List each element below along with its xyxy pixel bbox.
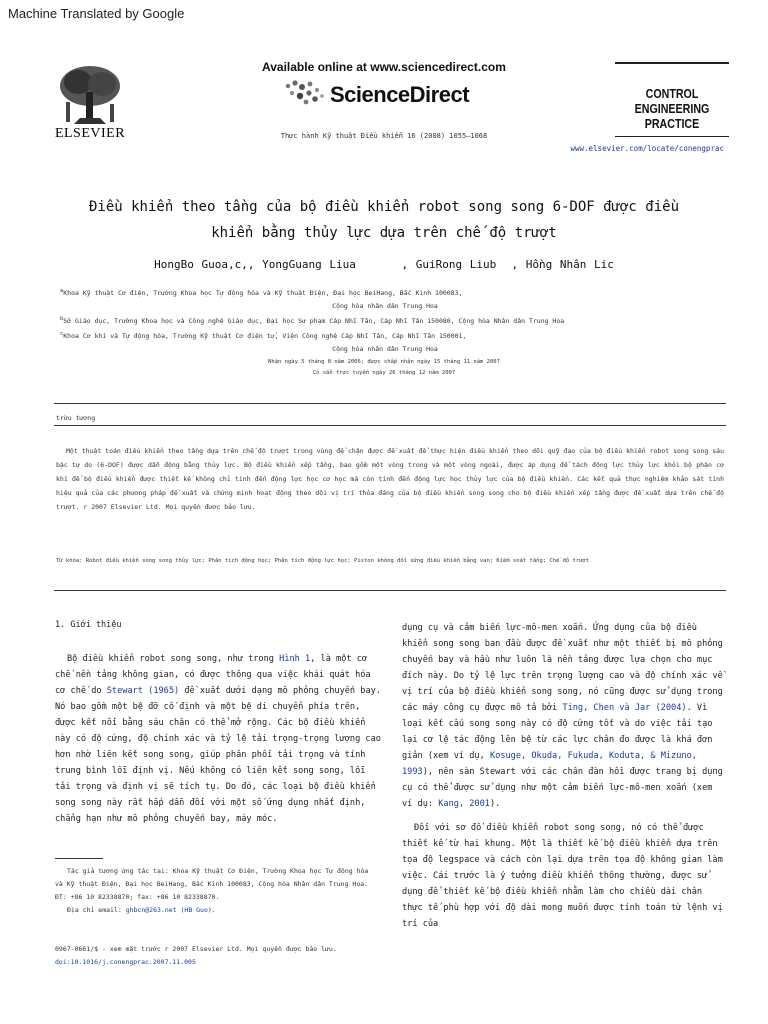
journal-name-line2: PRACTICE xyxy=(644,116,700,131)
affiliation-a-country: Cộng hòa nhân dân Trung Hoa xyxy=(332,302,438,311)
author-email-link[interactable]: ghbcn@263.net (HB Guo). xyxy=(125,906,216,914)
paper-title xyxy=(0,194,768,246)
intro-paragraph-1: Bộ điều khiển robot song song, như trong Hình 1, là một cơ chế nền tảng không gian, có được thông qua việc khái quát hóa cơ chế do Stewart (1965) đề xuất dưới dạng mô phỏng chuyến bay. Nó bao gồm một bệ đỡ cố định và một bệ di chuyển phía trên, được kết nối bằng sáu chân có thể mở rộng. Các bộ điều khiển này có độ cứng, độ chính xác và tỷ lệ tải trọng-trọng lượng cao hơn nhờ liên kết song song, giúp phân phối tải trọng và tính trung bình lỗi định vị. Nếu không có liên kết song song, lỗi tải trọng và định vị sẽ tích tụ. Do đó, các loại bộ điều khiển song song này rất hấp dẫn đối với một số ứng dụng nhất định, chẳng hạn như mô phỏng chuyến bay, máy móc. xyxy=(55,654,381,824)
sciencedirect-dots-icon xyxy=(282,78,326,108)
footnote-phone-fax: ĐT: +86 10 82338870; fax: +86 10 82338870. xyxy=(55,893,220,901)
affiliation-c-country: Cộng hòa nhân dân Trung Hoa xyxy=(332,345,438,354)
journal-bottom-rule xyxy=(615,136,729,137)
journal-url-link[interactable]: www.elsevier.com/locate/conengprac xyxy=(570,144,724,153)
footnote-rule xyxy=(55,858,103,859)
publication-dates xyxy=(0,357,768,379)
keywords: Từ khóa: Robot điều khiển song song thủy lực; Phân tích động học; Phân tích động lực học; Piston không đối xứng điều khiển bằng van; Kiểm soát tầng; Chế độ trượt xyxy=(56,558,590,564)
online-date: Có sẵn trực tuyến ngày 26 tháng 12 năm 2007 xyxy=(312,370,456,376)
abstract-text: Một thuật toán điều khiển theo tầng dựa trên chế độ trượt trong vùng để chặn được đề xuất để thực hiện điều khiển theo dõi quỹ đạo của bộ điều khiển robot song song sáu bậc tự do (6-DOF) được dẫn động bằng thủy lực. Bộ điều khiển xếp tầng, bao gồm một vòng trong và một vòng ngoài, được áp dụng để tách động lực thủy lực khỏi bộ phận cơ khí để bộ điều khiển được thiết kế không chỉ tính đến động lực học cơ học mà còn tính đến động lực học thủy lực của bộ điều khiển. Các kết quả thực nghiệm khảo sát tính hiệu quả của các phương pháp đề xuất và chứng minh hoạt động theo dõi vị trí thỏa đáng của bộ điều khiển song song cho bộ điều khiển xếp tầng được đề xuất dựa trên chế độ trượt. r 2007 Elsevier Ltd. Mọi quyền được bảo lưu. xyxy=(56,447,724,511)
section-title-introduction: 1. Giới thiệu xyxy=(55,620,122,630)
journal-top-rule xyxy=(615,62,729,64)
copyright-block xyxy=(55,943,385,969)
affiliations xyxy=(60,285,710,356)
doi-link[interactable]: doi:10.1016/j.conengprac.2007.11.005 xyxy=(55,958,196,966)
corresponding-author-footnote xyxy=(55,865,375,917)
kang-2001-link[interactable]: Kang, 2001 xyxy=(438,799,490,809)
kosuge-1993-link[interactable]: Kosuge, Okuda, Fukuda, Koduta, & Mizuno, 1993 xyxy=(402,751,697,777)
title-line-2: khiển bằng thủy lực dựa trên chế độ trượt xyxy=(211,225,557,241)
footnote-email-line: Địa chỉ email: ghbcn@263.net (HB Guo). xyxy=(67,906,216,914)
affiliation-c: $^c$Khoa Cơ khí và Tự động hóa, Trường Kỹ thuật Cơ điện tử, Viện Công nghệ Cáp Nhĩ Tân, Cáp Nhĩ Tân 150001, xyxy=(60,331,467,341)
available-online-text[interactable]: Available online at www.sciencedirect.com xyxy=(262,60,506,74)
abstract-top-rule xyxy=(54,403,726,404)
footnote-author: Tác giả tương ứng tác tại: Khoa Kỹ thuật Cơ Điện, Trường Khoa học Tự động hóa và Kỹ thuật Điện, Đại học BeiHang, Bắc Kinh 100083, Cộng hòa Nhân dân Trung Hoa. xyxy=(55,867,369,888)
body-top-rule xyxy=(54,590,726,591)
affiliation-b: $^b$Sở Giáo dục, Trường Khoa học và Công nghệ Giáo dục, Đại học Sư phạm Cáp Nhĩ Tân, Cáp Nhĩ Tân 150080, Cộng hòa Nhân dân Trung Hoa xyxy=(60,316,565,326)
machine-translation-banner: Machine Translated by Google xyxy=(8,6,185,21)
ting-chen-jar-2004-link[interactable]: Ting, Chen và Jar (2004) xyxy=(562,703,687,713)
publisher-name: ELSEVIER xyxy=(54,126,126,141)
journal-reference: Thực hành Kỹ thuật Điều khiển 16 (2008) 1055–1068 xyxy=(280,132,488,140)
abstract-label-rule xyxy=(54,425,726,426)
sciencedirect-logo-text: ScienceDirect xyxy=(330,82,470,107)
stewart-1965-link[interactable]: Stewart (1965) xyxy=(106,686,180,696)
authors-line: HongBo Guoa,c,, YongGuang Liua , GuiRong Liub , Hồng Nhân Lic xyxy=(154,258,614,271)
affiliation-a: $^a$Khoa Kỹ thuật Cơ điện, Trường Khoa học Tự động hóa và Kỹ thuật Điện, Đại học BeiHang, Bắc Kinh 100083, xyxy=(60,288,463,298)
abstract-label: trừu tượng xyxy=(56,414,96,422)
journal-name xyxy=(623,86,721,131)
received-accepted-dates: Nhận ngày 5 tháng 8 năm 2006; được chấp nhận ngày 15 tháng 11 năm 2007 xyxy=(268,359,500,365)
journal-name-line1: CONTROL ENGINEERING xyxy=(634,86,710,116)
figure-1-link[interactable]: Hình 1 xyxy=(279,654,311,664)
intro-paragraph-2: Đối với sơ đồ điều khiển robot song song, nó có thể được thiết kế từ hai khung. Một là thiết kế bộ điều khiển dựa trên tọa độ legspace và cách còn lại dựa trên tọa độ không gian làm việc. Cái trước là ý tưởng điều khiển thông thường, được sử dụng để thiết kế bộ điều khiển nhằm làm cho chiều dài chân thực tế phù hợp với độ dài mong muốn được tính toán từ lệnh vị trí của xyxy=(402,823,723,929)
title-line-1: Điều khiển theo tầng của bộ điều khiển robot song song 6-DOF được điều xyxy=(88,199,679,215)
elsevier-tree-logo xyxy=(54,62,126,128)
issn-copyright: 0967-0661/$ - xem mặt trước r 2007 Elsevier Ltd. Mọi quyền được bảo lưu. xyxy=(55,945,337,953)
intro-paragraph-1-continued: dụng cụ và cảm biến lực-mô-men xoắn. Ứng dụng của bộ điều khiển song song ban đầu được đề xuất như một thiết bị mô phỏng chuyến bay và hầu như luôn là nền tảng được lựa chọn cho mục đích này. Do tỷ lệ lực trên trọng lượng cao và độ chính xác về vị trí của bộ điều khiển song song, nó cũng được sử dụng trong các máy công cụ được mô tả bởi Ting, Chen và Jar (2004). Vì loại kết cấu song song này có độ cứng tốt và do việc tải tạo lại cơ lệ tác động lên bệ từ các lực chân đo được là khá đơn giản (xem ví dụ, Kosuge, Okuda, Fukuda, Koduta, & Mizuno, 1993), nên sàn Stewart với các chân đàn hồi được trang bị dụng cụ có thể được sử dụng như một cảm biến lực-mô-men xoắn (xem ví dụ: Kang, 2001). xyxy=(402,623,723,809)
